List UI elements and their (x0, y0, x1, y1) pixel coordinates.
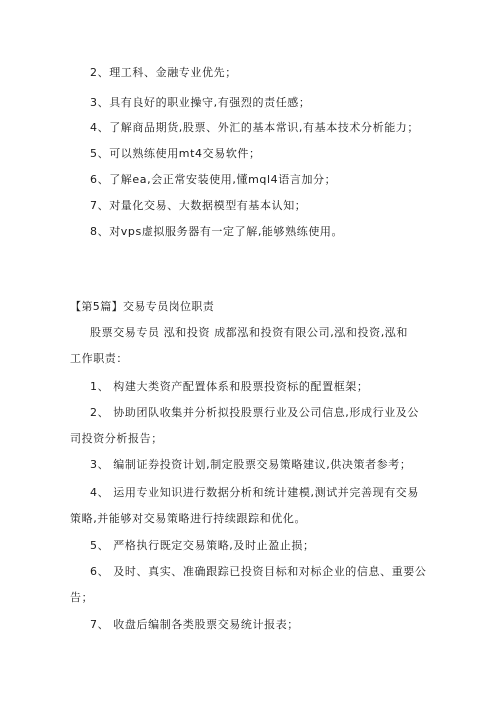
duty-item-6-cont: 告； (70, 591, 94, 604)
requirement-item-3: 3、具有良好的职业操守,有强烈的责任感； (90, 96, 311, 109)
duty-item-5: 5、 严格执行既定交易策略,及时止盈止损； (90, 539, 315, 552)
requirement-item-4: 4、了解商品期货,股票、外汇的基本常识,有基本技术分析能力； (90, 121, 419, 134)
requirement-item-6: 6、了解ea,会正常安装使用,懂mql4语言加分； (90, 173, 337, 186)
section-title: 【第5篇】交易专员岗位职责 (70, 300, 215, 313)
duty-item-6: 6、 及时、真实、准确跟踪已投资目标和对标企业的信息、重要公 (90, 565, 427, 578)
intro-line-1: 股票交易专员 泓和投资 成都泓和投资有限公司,泓和投资,泓和 (90, 326, 408, 339)
duty-item-4-cont: 策略,并能够对交易策略进行持续跟踪和优化。 (70, 512, 307, 525)
duty-item-1: 1、 构建大类资产配置体系和股票投资标的配置框架； (90, 380, 369, 393)
requirement-item-8: 8、对vps虚拟服务器有一定了解,能够熟练使用。 (90, 225, 344, 238)
duty-item-2: 2、 协助团队收集并分析拟投股票行业及公司信息,形成行业及公 (90, 406, 419, 419)
duty-item-2-cont: 司投资分析报告； (70, 432, 163, 445)
requirement-item-7: 7、对量化交易、大数据模型有基本认知； (90, 199, 307, 212)
intro-line-2: 工作职责： (70, 352, 128, 365)
duty-item-3: 3、 编制证券投资计划,制定股票交易策略建议,供决策者参考； (90, 458, 412, 471)
requirement-item-2: 2、理工科、金融专业优先； (90, 66, 237, 79)
duty-item-7: 7、 收盘后编制各类股票交易统计报表； (90, 618, 299, 631)
duty-item-4: 4、 运用专业知识进行数据分析和统计建模,测试并完善现有交易 (90, 486, 419, 499)
requirement-item-5: 5、可以熟练使用mt4交易软件； (90, 147, 261, 160)
